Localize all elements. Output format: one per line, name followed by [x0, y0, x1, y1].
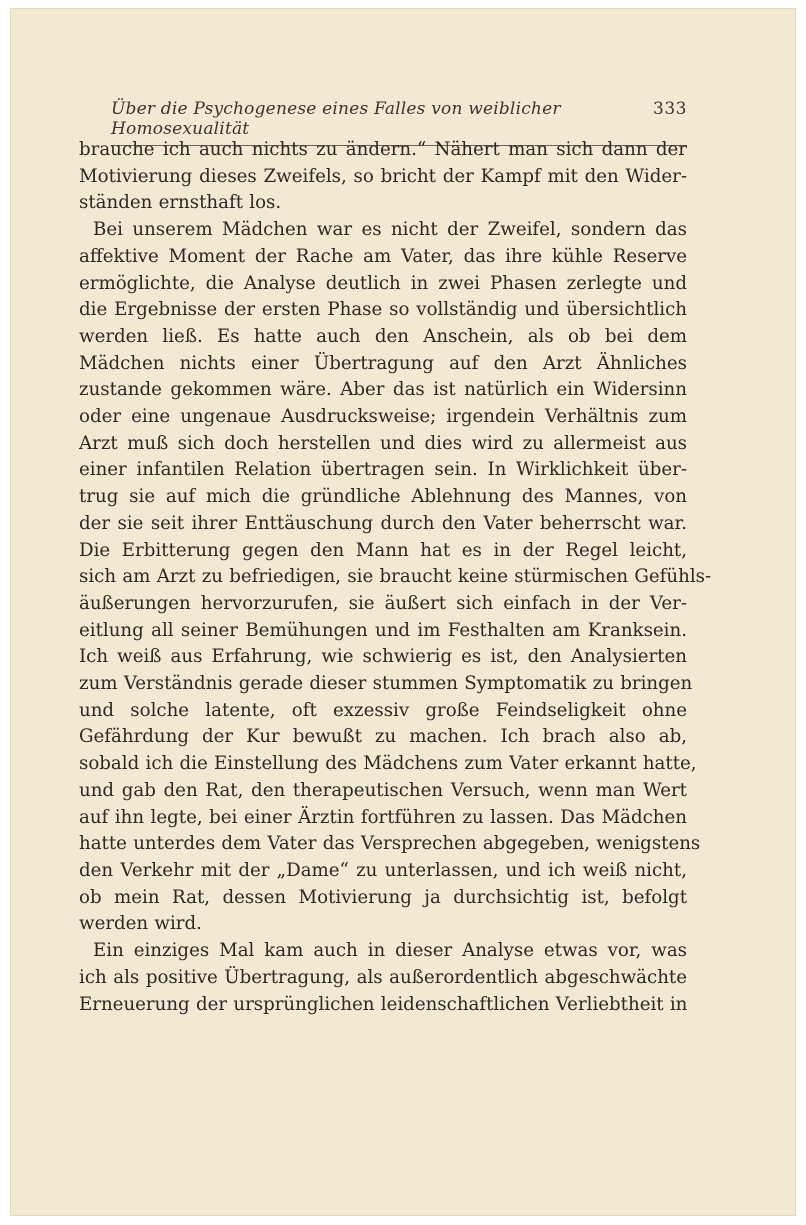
text-line: Bei unserem Mädchen war es nicht der Zweifel, sondern das — [93, 219, 687, 241]
running-title: Über die Psychogenese eines Falles von weiblicher Homosexualität — [111, 99, 561, 139]
text-line: die Ergebnisse der ersten Phase so vollständig und übersichtlich — [79, 299, 687, 321]
text-line: zustande gekommen wäre. Aber das ist natürlich ein Widersinn — [79, 379, 687, 401]
text-line: affektive Moment der Rache am Vater, das ihre kühle Reserve — [79, 245, 687, 267]
text-line: Motivierung dieses Zweifels, so bricht der Kampf mit den Wider- — [79, 165, 687, 187]
text-line: Ein einziges Mal kam auch in dieser Analyse etwas vor, was — [93, 940, 687, 962]
text-line: ermöglichte, die Analyse deutlich in zwei Phasen zerlegte und — [79, 272, 687, 294]
page-number: 333 — [653, 99, 687, 119]
text-line: Die Erbitterung gegen den Mann hat es in der Regel leicht, — [79, 539, 687, 561]
text-line: Arzt muß sich doch herstellen und dies wird zu allermeist aus — [79, 432, 687, 454]
paragraph-3 — [79, 938, 687, 1018]
text-line: auf ihn legte, bei einer Ärztin fortführen zu lassen. Das Mädchen — [79, 806, 687, 828]
text-line: Erneuerung der ursprünglichen leidenschaftlichen Verliebtheit in — [79, 993, 688, 1015]
text-line: werden wird. — [79, 913, 202, 935]
text-line: einer infantilen Relation übertragen sein. In Wirklichkeit über- — [79, 459, 687, 481]
text-line: sobald ich die Einstellung des Mädchens zum Vater erkannt hatte, — [79, 753, 697, 775]
text-line: sich am Arzt zu befriedigen, sie braucht keine stürmischen Gefühls- — [79, 566, 712, 588]
paragraph-2 — [79, 217, 712, 938]
text-line: Gefährdung der Kur bewußt zu machen. Ich brach also ab, — [79, 726, 687, 748]
paragraph-1 — [79, 137, 687, 217]
text-line: und solche latente, oft exzessiv große Feindseligkeit ohne — [79, 699, 687, 721]
text-line: zum Verständnis gerade dieser stummen Symptomatik zu bringen — [79, 673, 693, 695]
text-line: Mädchen nichts einer Übertragung auf den Arzt Ähnliches — [79, 352, 687, 374]
text-line: brauche ich auch nichts zu ändern.“ Nähert man sich dann der — [79, 139, 687, 160]
text-line: ich als positive Übertragung, als außerordentlich abgeschwächte — [79, 966, 687, 988]
text-line: äußerungen hervorzurufen, sie äußert sich einfach in der Ver- — [79, 592, 687, 614]
text-line: oder eine ungenaue Ausdrucksweise; irgendein Verhältnis zum — [79, 406, 687, 428]
text-line: trug sie auf mich die gründliche Ablehnung des Mannes, von — [79, 486, 687, 508]
text-line: der sie seit ihrer Enttäuschung durch den Vater beherrscht war. — [79, 512, 687, 534]
text-line: ständen ernsthaft los. — [79, 192, 282, 214]
text-line: hatte unterdes dem Vater das Versprechen abgegeben, wenigstens — [79, 833, 701, 855]
text-line: eitlung all seiner Bemühungen und im Festhalten am Kranksein. — [79, 619, 687, 641]
text-line: und gab den Rat, den therapeutischen Versuch, wenn man Wert — [79, 779, 687, 801]
body-text — [79, 137, 712, 1018]
text-line: werden ließ. Es hatte auch den Anschein, als ob bei dem — [79, 325, 687, 347]
text-line: Ich weiß aus Erfahrung, wie schwierig es ist, den Analysierten — [79, 646, 687, 668]
text-line: ob mein Rat, dessen Motivierung ja durchsichtig ist, befolgt — [79, 886, 687, 908]
text-line: den Verkehr mit der „Dame“ zu unterlassen, und ich weiß nicht, — [79, 859, 687, 881]
book-page — [10, 8, 796, 1216]
